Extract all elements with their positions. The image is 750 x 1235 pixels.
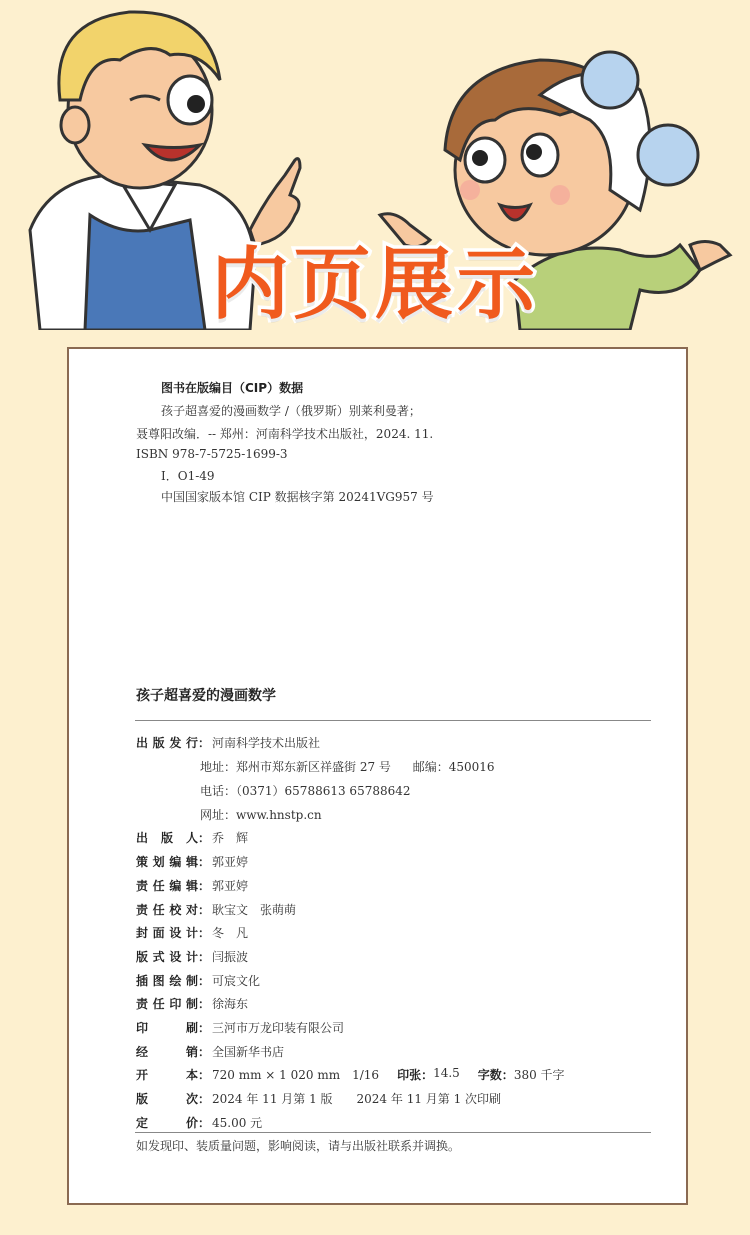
cip-heading: 图书在版编目（CIP）数据 <box>161 381 304 395</box>
address: 地址：郑州市郑东新区祥盛街 27 号 <box>200 760 391 774</box>
postcode: 邮编：450016 <box>412 760 495 774</box>
website: 网址：www.hnstp.cn <box>200 808 322 822</box>
row-value: 郭亚婷 <box>212 879 249 893</box>
words-label: 字数： <box>477 1068 514 1082</box>
row-label: 封面设计 <box>136 926 198 940</box>
row-value: 耿宝文 张萌萌 <box>212 903 297 917</box>
row-value: 冬 凡 <box>212 926 249 940</box>
words-value: 380 千字 <box>513 1068 565 1082</box>
row-label: 经销 <box>136 1045 198 1059</box>
cip-isbn: ISBN 978-7-5725-1699-3 <box>136 447 288 461</box>
row-label: 印刷 <box>136 1021 198 1035</box>
credit-row: 插图绘制 ： 可宸文化 <box>136 974 261 988</box>
banner-title: 内页展示 <box>210 240 539 330</box>
cip-classification: Ⅰ．O1-49 <box>161 469 215 483</box>
credit-row: 出版人 ： 乔 辉 <box>136 831 249 845</box>
row-label: 出版发行 <box>136 736 198 750</box>
cip-number: 中国国家版本馆 CIP 数据核字第 20241VG957 号 <box>161 490 434 504</box>
sheets-value: 14.5 <box>433 1066 460 1080</box>
row-label: 版次 <box>136 1092 198 1106</box>
row-value: 全国新华书店 <box>212 1045 285 1059</box>
credit-row: 经销 ： 全国新华书店 <box>136 1045 285 1059</box>
row-value: 乔 辉 <box>212 831 249 845</box>
copyright-page <box>67 347 688 1205</box>
row-label: 策划编辑 <box>136 855 198 869</box>
row-label: 出版人 <box>136 831 198 845</box>
credit-row: 封面设计 ： 冬 凡 <box>136 926 249 940</box>
cip-line: 聂尊阳改编．-- 郑州：河南科学技术出版社，2024. 11. <box>136 427 434 441</box>
row-label: 定价 <box>136 1116 198 1130</box>
row-value: 2024 年 11 月第 1 版 2024 年 11 月第 1 次印刷 <box>212 1092 502 1106</box>
book-title: 孩子超喜爱的漫画数学 <box>136 688 276 704</box>
banner <box>0 0 750 330</box>
price-row: 定价 ： 45.00 元 <box>136 1116 263 1130</box>
credit-row: 印刷 ： 三河市万龙印装有限公司 <box>136 1021 345 1035</box>
credit-row: 策划编辑 ： 郭亚婷 <box>136 855 249 869</box>
row-value: 45.00 元 <box>212 1116 263 1130</box>
row-label: 责任印制 <box>136 997 198 1011</box>
row-label: 插图绘制 <box>136 974 198 988</box>
format-size: 720 mm × 1 020 mm 1/16 <box>212 1068 380 1082</box>
divider <box>135 1132 651 1133</box>
credit-row: 责任编辑 ： 郭亚婷 <box>136 879 249 893</box>
row-value: 郭亚婷 <box>212 855 249 869</box>
credit-row: 版式设计 ： 闫振波 <box>136 950 249 964</box>
format-row: 开本 ： 720 mm × 1 020 mm 1/16 印张： 14.5 字数： 380 千字 <box>136 1066 565 1082</box>
sheets-label: 印张： <box>397 1068 434 1082</box>
row-value: 可宸文化 <box>212 974 261 988</box>
row-label: 开本 <box>136 1068 198 1082</box>
address-row <box>200 758 495 775</box>
phone: 电话：（0371）65788613 65788642 <box>200 784 411 798</box>
row-label: 责任编辑 <box>136 879 198 893</box>
row-label: 版式设计 <box>136 950 198 964</box>
quality-note: 如发现印、装质量问题，影响阅读，请与出版社联系并调换。 <box>136 1139 461 1153</box>
publisher-row: 出版发行 ： 河南科学技术出版社 <box>136 736 321 750</box>
cip-line: 孩子超喜爱的漫画数学 /（俄罗斯）别莱利曼著； <box>161 404 421 418</box>
row-value: 闫振波 <box>212 950 249 964</box>
row-value: 三河市万龙印装有限公司 <box>212 1021 345 1035</box>
row-label: 责任校对 <box>136 903 198 917</box>
row-value: 徐海东 <box>212 997 249 1011</box>
credit-row: 责任印制 ： 徐海东 <box>136 997 249 1011</box>
edition-row: 版次 ： 2024 年 11 月第 1 版 2024 年 11 月第 1 次印刷 <box>136 1092 502 1106</box>
divider <box>135 720 651 721</box>
credit-row: 责任校对 ： 耿宝文 张萌萌 <box>136 903 297 917</box>
row-value: 河南科学技术出版社 <box>212 736 321 750</box>
